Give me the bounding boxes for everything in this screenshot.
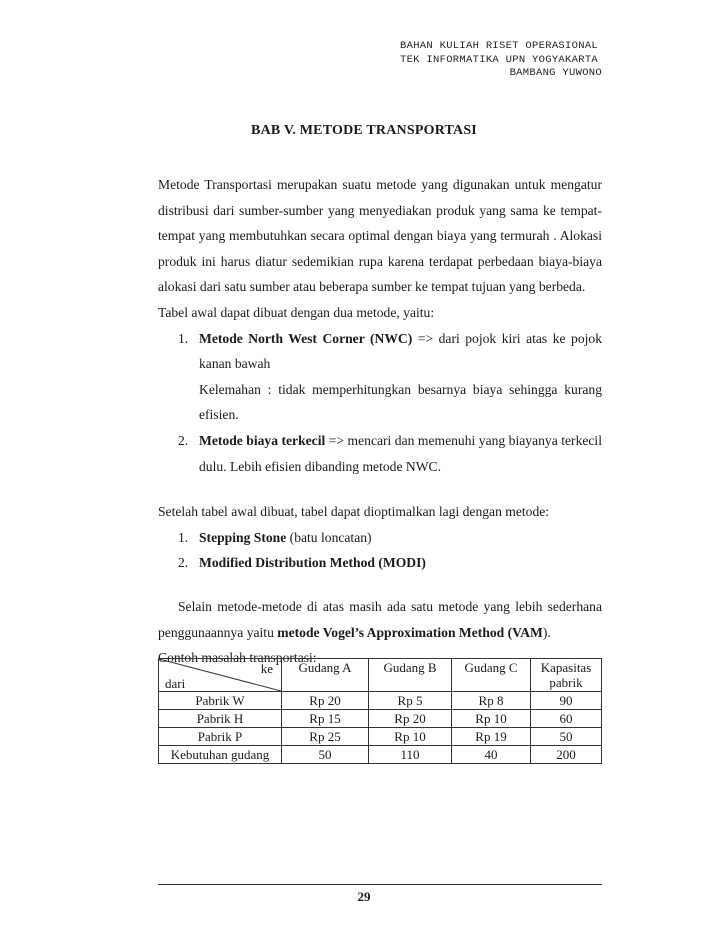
table-cell: Rp 20 — [369, 710, 452, 728]
corner-label-from: dari — [165, 676, 186, 691]
table-cell: 200 — [531, 746, 602, 764]
vam-paragraph — [158, 594, 602, 645]
vam-text: Selain metode-metode di atas masih ada satu metode yang lebih sederhana penggunaannya yaitu — [158, 598, 602, 640]
list-number: 1. — [178, 529, 189, 545]
table-cell: Rp 8 — [452, 692, 531, 710]
method-name: Stepping Stone — [199, 529, 287, 545]
table-header-row — [159, 659, 602, 692]
spacer — [158, 479, 602, 499]
document-body — [158, 172, 602, 671]
table-cell: Rp 10 — [369, 728, 452, 746]
table-cell: 50 — [531, 728, 602, 746]
corner-label-to: ke — [260, 661, 273, 676]
chapter-title: BAB V. METODE TRANSPORTASI — [251, 123, 477, 138]
method-description: => mencari dan memenuhi yang biayanya terkecil dulu. Lebih efisien dibanding metode NWC. — [199, 432, 602, 474]
list-number: 2. — [178, 432, 189, 448]
method-name: Metode biaya terkecil — [199, 432, 326, 448]
table-cell: Rp 19 — [452, 728, 531, 746]
corner-cell — [159, 659, 282, 692]
table-cell: Rp 20 — [282, 692, 369, 710]
row-label: Pabrik P — [159, 728, 282, 746]
table-cell: Rp 10 — [452, 710, 531, 728]
spacer — [158, 576, 602, 594]
header-author: BAMBANG YUWONO — [509, 67, 602, 79]
table-row — [159, 746, 602, 764]
table-row — [159, 710, 602, 728]
vam-method-name: metode Vogel’s Approximation Method (VAM — [277, 624, 543, 640]
list-number: 1. — [178, 330, 189, 346]
row-label: Pabrik W — [159, 692, 282, 710]
transport-table — [158, 658, 602, 764]
column-header: Kapasitas pabrik — [531, 659, 602, 692]
method-note: Kelemahan : tidak memperhitungkan besarnya biaya sehingga kurang efisien. — [199, 381, 602, 423]
header-course: BAHAN KULIAH RISET OPERASIONAL — [400, 40, 599, 52]
vam-text-end: ). — [542, 624, 551, 640]
table-cell: Rp 5 — [369, 692, 452, 710]
column-header: Gudang A — [282, 659, 369, 692]
list-item — [158, 525, 602, 551]
list-item — [158, 428, 602, 479]
method-name: Modified Distribution Method (MODI) — [199, 555, 426, 571]
initial-table-intro: Tabel awal dapat dibuat dengan dua metode, yaitu: — [158, 304, 435, 320]
table-cell: 60 — [531, 710, 602, 728]
method-name: Metode North West Corner (NWC) — [199, 330, 413, 346]
table-cell: Rp 15 — [282, 710, 369, 728]
intro-paragraph: Metode Transportasi merupakan suatu metode yang digunakan untuk mengatur distribusi dari sumber-sumber yang menyediakan produk yang sama ke tempat-tempat yang membutuhkan secara optimal dengan biaya yang termurah . Alokasi produk ini harus diatur sedemikian rupa karena terdapat perbedaan biaya-biaya alokasi dari satu sumber atau beberapa sumber ke tempat tujuan yang berbeda. — [158, 177, 602, 295]
table-cell: 90 — [531, 692, 602, 710]
list-item — [158, 550, 602, 576]
row-label: Pabrik H — [159, 710, 282, 728]
table-cell: 110 — [369, 746, 452, 764]
initial-methods-list — [158, 326, 602, 480]
column-header: Gudang B — [369, 659, 452, 692]
row-label: Kebutuhan gudang — [159, 746, 282, 764]
column-header: Gudang C — [452, 659, 531, 692]
list-item — [158, 326, 602, 428]
method-description: (batu loncatan) — [286, 529, 372, 545]
optimize-intro: Setelah tabel awal dibuat, tabel dapat dioptimalkan lagi dengan metode: — [158, 504, 550, 520]
example-caption: Contoh masalah transportasi: — [158, 650, 317, 666]
footer-divider — [158, 884, 602, 885]
table-cell: Rp 25 — [282, 728, 369, 746]
document-header — [380, 40, 602, 81]
table-row — [159, 692, 602, 710]
header-department: TEK INFORMATIKA UPN YOGYAKARTA — [400, 53, 599, 66]
optimize-methods-list — [158, 525, 602, 576]
table-cell: 50 — [282, 746, 369, 764]
list-number: 2. — [178, 555, 189, 571]
table-row — [159, 728, 602, 746]
page-number: 29 — [357, 889, 371, 904]
method-description: => dari pojok kiri atas ke pojok kanan bawah — [199, 330, 603, 372]
table-cell: 40 — [452, 746, 531, 764]
